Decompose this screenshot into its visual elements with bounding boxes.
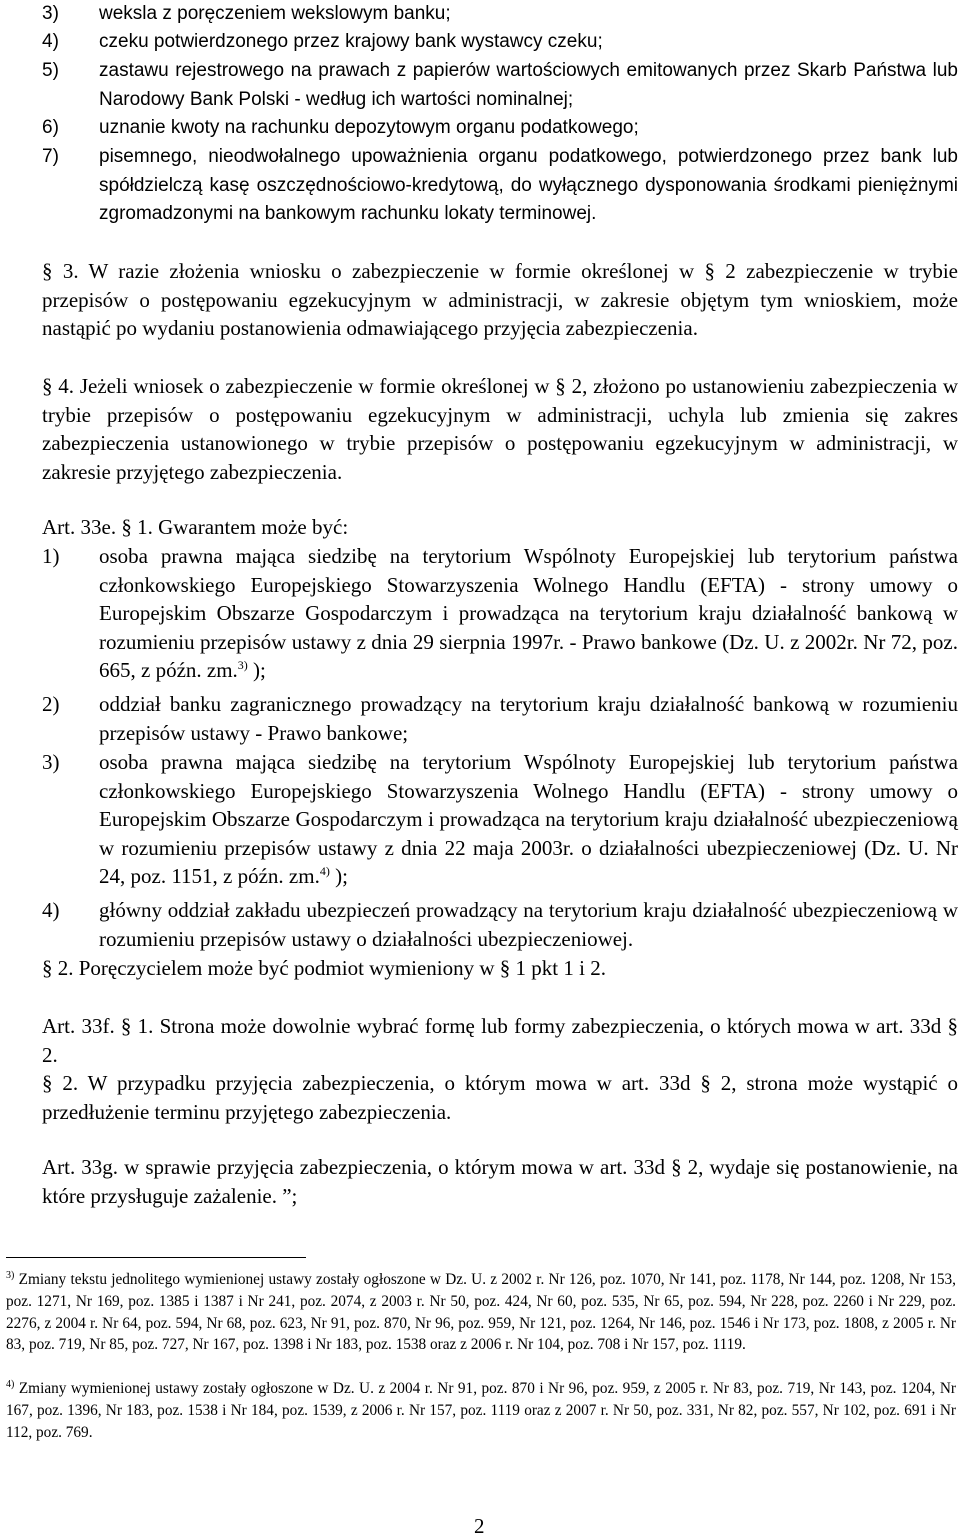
- footnote-mark: 4): [6, 1378, 15, 1390]
- list-number: 7): [42, 146, 59, 167]
- list-item: [42, 143, 958, 229]
- list-item: [42, 114, 958, 143]
- list-text: osoba prawna mająca siedzibę na terytorium Wspólnoty Europejskiej lub terytorium państwa członkowskiego Europejskiego Stowarzyszenia Wolnego Handlu (EFTA) - strony umowy o Europejskim Obszarze Gospodarczym i prowadząca na terytorium kraju działalność bankową w rozumieniu przepisów ustawy z dnia 29 sierpnia 1997r. - Prawo bankowe (Dz. U. z 2002r. Nr 72, poz. 665, z późn. zm.$^{3)}$ );: [99, 544, 958, 682]
- art33f-paragraph-2: § 2. W przypadku przyjęcia zabezpieczenia, o którym mowa w art. 33d § 2, strona może wystąpić o przedłużenie terminu przyjętego zabezpieczenia.: [42, 1071, 958, 1124]
- page-number: 2: [474, 1514, 485, 1538]
- list-number: 6): [42, 117, 59, 138]
- list-number: 4): [42, 31, 59, 52]
- paragraph-3: § 3. W razie złożenia wniosku o zabezpieczenie w formie określonej w § 2 zabezpieczenie w trybie przepisów o postępowaniu egzekucyjnym w administracji, w zakresie objętym tym wnioskiem, może nastąpić po wydaniu postanowienia odmawiającego przyjęcia zabezpieczenia.: [42, 259, 958, 340]
- footnote-separator: [6, 1257, 306, 1258]
- footnote: $^{4)}$ Zmiany wymienionej ustawy zostały ogłoszone w Dz. U. z 2004 r. Nr 91, poz. 870 i Nr 96, poz. 959, z 2005 r. Nr 83, poz. 719, Nr 143, poz. 1204, Nr 167, poz. 1396, Nr 183, poz. 1538 i Nr 184, poz. 1539, z 2006 r. Nr 157, poz. 1119 oraz z 2007 r. Nr 50, poz. 331, Nr 82, poz. 557, Nr 102, poz. 691 i Nr 112, poz. 769.: [6, 1378, 956, 1441]
- list-item: [42, 0, 958, 29]
- list-number: 3): [42, 3, 59, 24]
- list-text: weksla z poręczeniem wekslowym banku;: [99, 3, 451, 24]
- list-text: czeku potwierdzonego przez krajowy bank wystawcy czeku;: [99, 31, 603, 52]
- list-text: uznanie kwoty na rachunku depozytowym organu podatkowego;: [99, 117, 639, 138]
- list-number: 1): [42, 544, 60, 568]
- list-number: 4): [42, 898, 60, 922]
- list-text: osoba prawna mająca siedzibę na terytorium Wspólnoty Europejskiej lub terytorium państwa członkowskiego Europejskiego Stowarzyszenia Wolnego Handlu (EFTA) - strony umowy o Europejskim Obszarze Gospodarczym i prowadząca na terytorium kraju działalność ubezpieczeniową w rozumieniu przepisów ustawy z dnia 22 maja 2003r. o działalności ubezpieczeniowej (Dz. U. Nr 24, poz. 1151, z późn. zm.$^{4)}$ );: [99, 750, 958, 888]
- footnote-mark: 3): [6, 1269, 15, 1281]
- list-item: [42, 690, 958, 747]
- footnote-ref: 3): [237, 658, 248, 672]
- paragraph-4: § 4. Jeżeli wniosek o zabezpieczenie w formie określonej w § 2, złożono po ustanowieniu zabezpieczenia w trybie przepisów o postępowaniu egzekucyjnym w administracji, uchyla lub zmienia się zakres zabezpieczenia ustanowionego w trybie przepisów o postępowaniu egzekucyjnym w administracji, w zakresie przyjętego zabezpieczenia.: [42, 374, 958, 484]
- footnote: $^{3)}$ Zmiany tekstu jednolitego wymienionej ustawy zostały ogłoszone w Dz. U. z 2002 r. Nr 126, poz. 1070, Nr 141, poz. 1178, Nr 144, poz. 1208, Nr 153, poz. 1271, Nr 169, poz. 1385 i 1387 i Nr 241, poz. 2074, z 2003 r. Nr 50, poz. 424, Nr 60, poz. 535, Nr 65, poz. 594, Nr 228, poz. 2260 i Nr 229, poz. 2276, z 2004 r. Nr 64, poz. 594, Nr 68, poz. 623, Nr 91, poz. 870, Nr 96, poz. 959, Nr 121, poz. 1264, Nr 146, poz. 1546 i Nr 173, poz. 1808, z 2005 r. Nr 83, poz. 719, Nr 85, poz. 727, Nr 167, poz. 1398 i Nr 183, poz. 1538 oraz z 2006 r. Nr 104, poz. 708 i Nr 157, poz. 1119.: [6, 1269, 956, 1354]
- list-number: 2): [42, 692, 60, 716]
- art33e-heading: Art. 33e. § 1. Gwarantem może być:: [42, 515, 349, 539]
- footnote-ref: 4): [319, 864, 330, 878]
- list-item: [42, 748, 958, 891]
- art33f-paragraph-1: Art. 33f. § 1. Strona może dowolnie wybrać formę lub formy zabezpieczenia, o których mowa w art. 33d § 2.: [42, 1014, 958, 1067]
- list-item: [42, 57, 958, 114]
- list-text: pisemnego, nieodwołalnego upoważnienia organu podatkowego, potwierdzonego przez bank lub spółdzielczą kasę oszczędnościowo-kredytową, do wyłącznego dysponowania środkami pieniężnymi zgromadzonymi na bankowym rachunku lokaty terminowej.: [99, 146, 958, 224]
- list-text: zastawu rejestrowego na prawach z papierów wartościowych emitowanych przez Skarb Państwa lub Narodowy Bank Polski - według ich wartości nominalnej;: [99, 60, 958, 110]
- list-text: główny oddział zakładu ubezpieczeń prowadzący na terytorium kraju działalność ubezpieczeniową w rozumieniu przepisów ustawy o działalności ubezpieczeniowej.: [99, 898, 958, 951]
- list-item: [42, 896, 958, 953]
- list-number: 3): [42, 750, 60, 774]
- list-text: oddział banku zagranicznego prowadzący na terytorium kraju działalność bankową w rozumieniu przepisów ustawy - Prawo bankowe;: [99, 692, 958, 745]
- art33e-paragraph-2: § 2. Poręczycielem może być podmiot wymieniony w § 1 pkt 1 i 2.: [42, 956, 606, 980]
- list-item: [42, 542, 958, 685]
- list-number: 5): [42, 60, 59, 81]
- list-item: [42, 28, 958, 57]
- art33g-paragraph: Art. 33g. w sprawie przyjęcia zabezpieczenia, o którym mowa w art. 33d § 2, wydaje się postanowienie, na które przysługuje zażalenie. ”;: [42, 1155, 958, 1208]
